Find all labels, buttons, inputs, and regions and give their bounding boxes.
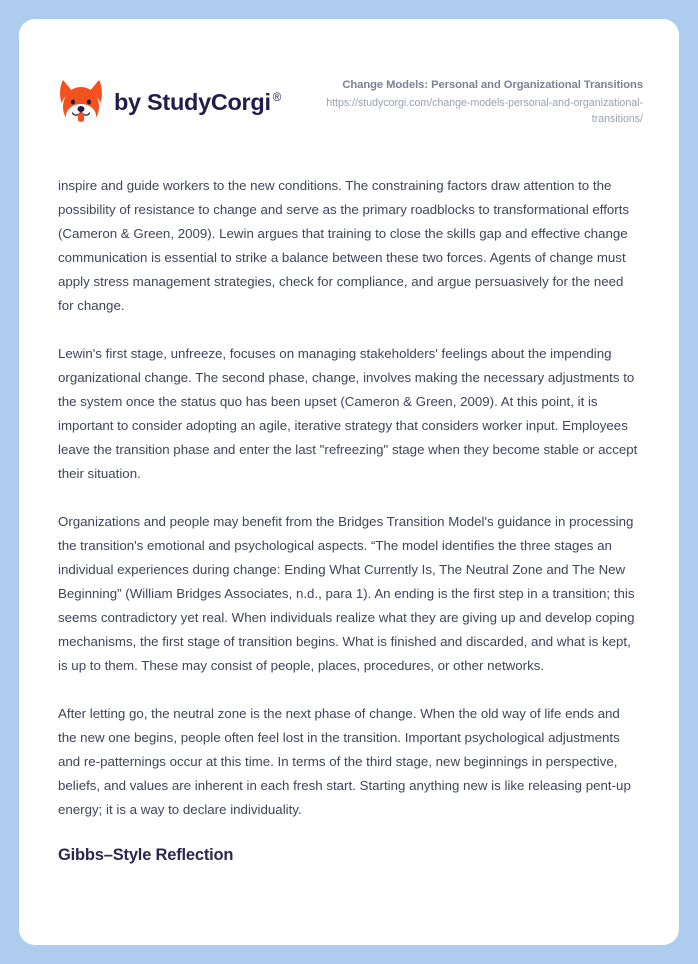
corgi-face-icon: [58, 78, 104, 126]
paragraph: Lewin's first stage, unfreeze, focuses on managing stakeholders' feelings about the impending organizational change. The second phase, change, involves making the necessary adjustments to the system once the status quo has been upset (Cameron & Green, 2009). At this point, it is important to consider adopting an agile, iterative strategy that considers worker input. Employees leave the transition phase and enter the last "refreezing" stage when they become stable or accept their situation.: [58, 345, 638, 481]
paragraph: inspire and guide workers to the new conditions. The constraining factors draw attention to the possibility of resistance to change and serve as the primary roadblocks to transformational efforts (Cameron & Green, 2009). Lewin argues that training to close the skills gap and effective change communication is essential to strike a balance between these two forces. Agents of change must apply stress management strategies, check for compliance, and argue persuasively for the need for change.: [58, 177, 630, 313]
studycorgi-brand[interactable]: [58, 78, 281, 126]
registered-trademark-icon: ®: [272, 91, 282, 104]
section-heading: Gibbs–Style Reflection: [58, 845, 234, 864]
page-url[interactable]: https://studycorgi.com/change-models-personal-and-organizational-transitions/: [326, 97, 643, 125]
document-page-card: [19, 19, 679, 945]
paragraph: Organizations and people may benefit from the Bridges Transition Model's guidance in processing the transition's emotional and psychological aspects. “The model identifies the three stages an individual experiences during change: Ending What Currently Is, The Neutral Zone and The New Beginning” (William Bridges Associates, n.d., para 1). An ending is the first step in a transition; this seems contradictory yet real. When individuals realize what they are giving up and develop coping mechanisms, the first stage of transition begins. What is finished and discarded, and what is kept, is up to them. These may consist of people, places, procedures, or other networks.: [58, 513, 635, 673]
brand-wordmark: [114, 89, 281, 116]
document-body: [19, 174, 679, 865]
brand-wordmark-text: by StudyCorgi: [114, 88, 271, 115]
page-title: Change Models: Personal and Organizational Transitions: [342, 79, 643, 91]
document-header: [19, 19, 679, 128]
paragraph: After letting go, the neutral zone is the next phase of change. When the old way of life ends and the new one begins, people often feel lost in the transition. Important psychological adjustments and re-patternings occur at this time. In terms of the third stage, new beginnings in perspective, beliefs, and values are inherent in each fresh start. Starting anything new is like releasing pent-up energy; it is a way to declare individuality.: [58, 705, 631, 817]
header-meta: [303, 78, 643, 128]
